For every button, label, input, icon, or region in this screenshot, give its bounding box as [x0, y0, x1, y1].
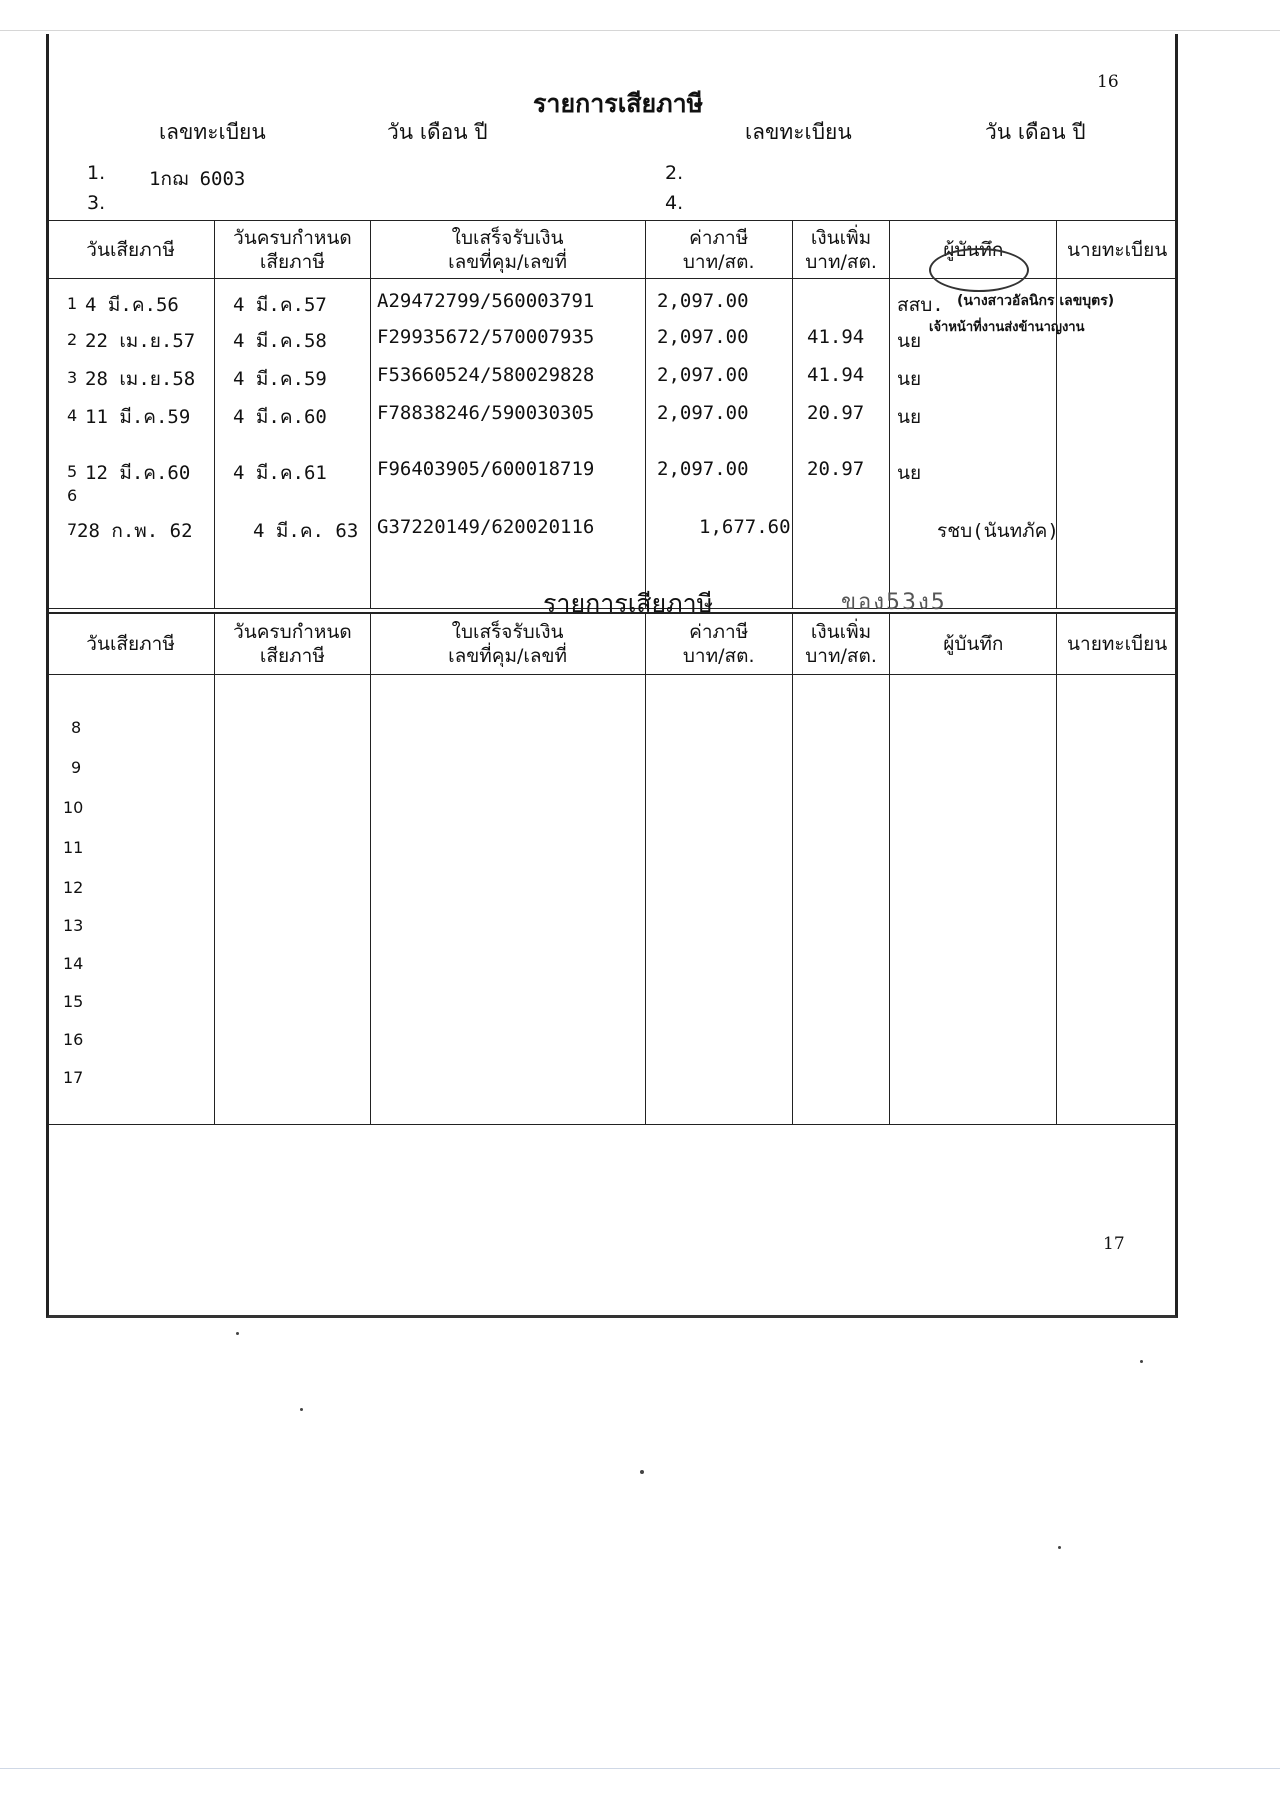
- pay-date: 22 เม.ย.57: [85, 330, 196, 352]
- scan-speck: [640, 1470, 644, 1474]
- stamp-title-line: เจ้าหน้าที่งานส่งข้านาญงาน: [929, 320, 1085, 335]
- entry-2-number: 2.: [665, 162, 684, 184]
- scan-speck: [1140, 1360, 1143, 1363]
- receipt-number: F53660524/580029828: [377, 364, 595, 386]
- row-number: 4: [67, 406, 78, 425]
- page-number-bottom: 17: [1103, 1234, 1125, 1254]
- due-date: 4 มี.ค.60: [233, 406, 327, 428]
- row-number: 1: [67, 294, 78, 313]
- section2-body-row: [47, 675, 1178, 1125]
- page-number-top: 16: [1097, 72, 1119, 92]
- s2-col-recorder-header: ผู้บันทึก: [890, 613, 1057, 675]
- row-number: 13: [63, 916, 84, 935]
- entry-3-number: 3.: [87, 192, 106, 214]
- section2-title: รายการเสียภาษี: [543, 589, 714, 618]
- recorder: สสบ.: [897, 294, 944, 316]
- receipt-number: A29472799/560003791: [377, 290, 595, 312]
- row-number: 2: [67, 330, 78, 349]
- signature-oval: [929, 248, 1029, 292]
- entry-4-number: 4.: [665, 192, 684, 214]
- pay-date: 28 ก.พ. 62: [77, 520, 193, 542]
- s2-col-tax-header: ค่าภาษี บาท/สต.: [645, 613, 792, 675]
- surcharge-amount: 20.97: [807, 402, 865, 424]
- receipt-number: F29935672/570007935: [377, 326, 595, 348]
- s2-col-registrar-header: นายทะเบียน: [1057, 613, 1178, 675]
- entry-1-registration: 1กฌ 6003: [149, 168, 246, 190]
- row-number: 17: [63, 1068, 84, 1087]
- s2-col-recorder-cells: [890, 675, 1057, 1125]
- receipt-number: G37220149/620020116: [377, 516, 595, 538]
- col-pay-date-header: วันเสียภาษี: [47, 221, 215, 279]
- s2-col-pay-date-header: วันเสียภาษี: [47, 613, 215, 675]
- faded-stamp-code: ของ53ง5: [841, 590, 947, 615]
- recorder: นย: [897, 406, 922, 428]
- due-date: 4 มี.ค. 63: [253, 520, 359, 542]
- s2-col-surcharge-header: เงินเพิ่ม บาท/สต.: [792, 613, 889, 675]
- row-number: 9: [71, 758, 82, 777]
- s2-col-receipt-cells: [370, 675, 645, 1125]
- scan-speck: [236, 1332, 239, 1335]
- recorder: นย: [897, 462, 922, 484]
- s2-col-tax-cells: [645, 675, 792, 1125]
- scan-border-bottom: [0, 1768, 1280, 1769]
- row-number: 7: [67, 520, 78, 539]
- col-registrar-header: นายทะเบียน: [1057, 221, 1178, 279]
- row-number: 14: [63, 954, 84, 973]
- row-number: 15: [63, 992, 84, 1011]
- stamp-name-line: (นางสาวอัลนิกร เลขบุตร): [957, 293, 1115, 309]
- row-number: 11: [63, 838, 84, 857]
- tax-amount: 2,097.00: [657, 290, 749, 312]
- s2-col-registrar-cells: [1057, 675, 1178, 1125]
- tax-record-sheet: [46, 34, 1178, 1318]
- scan-border-top: [0, 30, 1280, 31]
- row-number: 3: [67, 368, 78, 387]
- s2-col-surcharge-cells: [792, 675, 889, 1125]
- row-number: 12: [63, 878, 84, 897]
- row-number: 16: [63, 1030, 84, 1049]
- reg-label-left: เลขทะเบียน: [159, 120, 266, 144]
- pay-date: 4 มี.ค.56: [85, 294, 179, 316]
- pay-date: 28 เม.ย.58: [85, 368, 196, 390]
- pay-date: 12 มี.ค.60: [85, 462, 191, 484]
- row-number: 6: [67, 486, 78, 505]
- date-label-right: วัน เดือน ปี: [985, 120, 1086, 144]
- receipt-number: F96403905/600018719: [377, 458, 595, 480]
- surcharge-amount: 41.94: [807, 364, 865, 386]
- tax-amount: 2,097.00: [657, 364, 749, 386]
- row-number: 5: [67, 462, 78, 481]
- entry-1-number: 1.: [87, 162, 106, 184]
- col-receipt-header: ใบเสร็จรับเงิน เลขที่คุม/เลขที่: [370, 221, 645, 279]
- receipt-number: F78838246/590030305: [377, 402, 595, 424]
- pay-date: 11 มี.ค.59: [85, 406, 191, 428]
- scan-speck: [300, 1408, 303, 1411]
- section1-title: รายการเสียภาษี: [533, 89, 704, 118]
- due-date: 4 มี.ค.58: [233, 330, 327, 352]
- due-date: 4 มี.ค.59: [233, 368, 327, 390]
- section2-tax-table: [46, 612, 1178, 1125]
- recorder: นย: [897, 368, 922, 390]
- due-date: 4 มี.ค.61: [233, 462, 327, 484]
- due-date: 4 มี.ค.57: [233, 294, 327, 316]
- tax-amount: 1,677.60: [699, 516, 791, 538]
- section2-header-row: [47, 613, 1178, 675]
- s2-col-due-date-header: วันครบกำหนด เสียภาษี: [215, 613, 370, 675]
- reg-label-right: เลขทะเบียน: [745, 120, 852, 144]
- recorder: รชบ(นันทภัค): [937, 520, 1059, 542]
- tax-amount: 2,097.00: [657, 326, 749, 348]
- col-tax-header: ค่าภาษี บาท/สต.: [645, 221, 792, 279]
- col-recorder-header: ผู้บันทึก: [890, 221, 1057, 279]
- scan-speck: [1058, 1546, 1061, 1549]
- surcharge-amount: 20.97: [807, 458, 865, 480]
- col-due-date-header: วันครบกำหนด เสียภาษี: [215, 221, 370, 279]
- row-number: 8: [71, 718, 82, 737]
- s2-col-pay-date-cells: [47, 675, 215, 1125]
- s2-col-due-date-cells: [215, 675, 370, 1125]
- row-number: 10: [63, 798, 84, 817]
- date-label-left: วัน เดือน ปี: [387, 120, 488, 144]
- surcharge-amount: 41.94: [807, 326, 865, 348]
- tax-amount: 2,097.00: [657, 458, 749, 480]
- tax-amount: 2,097.00: [657, 402, 749, 424]
- recorder: นย: [897, 330, 922, 352]
- s2-col-receipt-header: ใบเสร็จรับเงิน เลขที่คุม/เลขที่: [370, 613, 645, 675]
- col-surcharge-header: เงินเพิ่ม บาท/สต.: [792, 221, 889, 279]
